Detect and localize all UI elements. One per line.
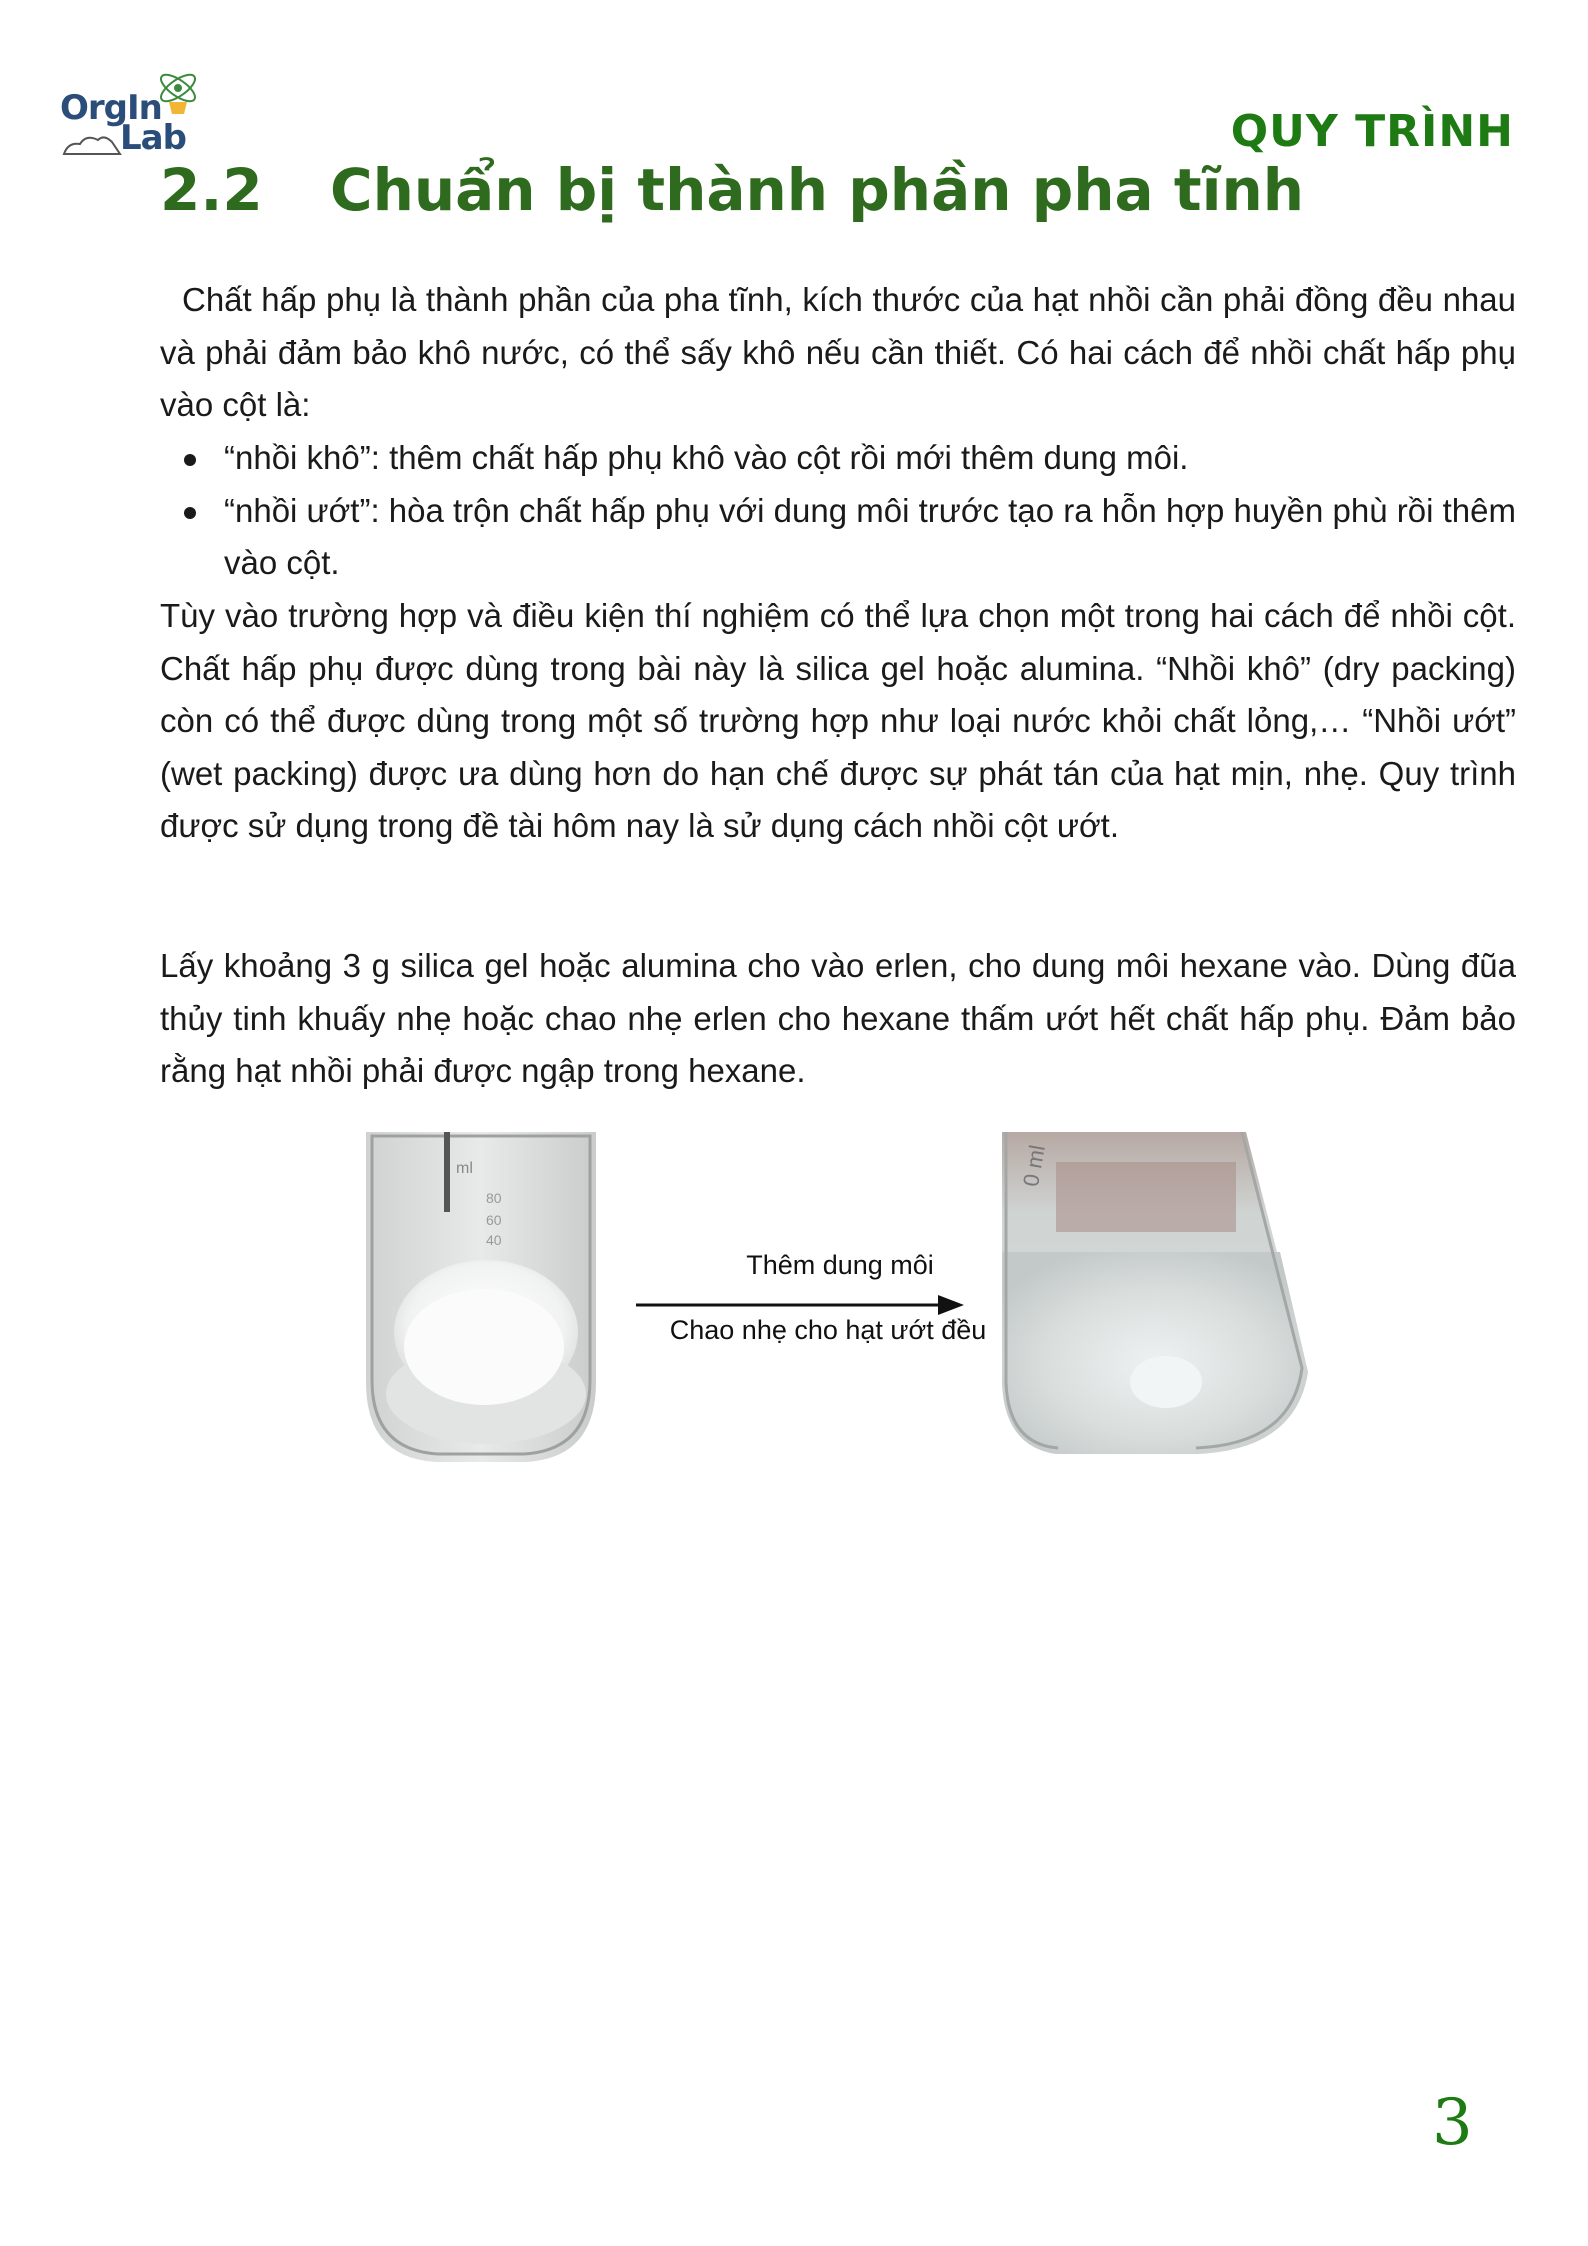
page-number: 3 <box>1432 2086 1473 2160</box>
orginlab-logo <box>56 62 206 157</box>
list-item <box>160 432 1516 485</box>
packing-methods-list <box>160 432 1516 590</box>
arrow-top-label: Thêm dung môi <box>746 1250 934 1280</box>
flask-mark-text: 80 <box>486 1190 502 1206</box>
choice-paragraph: Tùy vào trường hợp và điều kiện thí nghiệm có thể lựa chọn một trong hai cách để nhồi cột. Chất hấp phụ được dùng trong bài này là silica gel hoặc alumina. “Nhồi khô” (dry packing) còn có thể được dùng trong một số trường hợp như loại nước khỏi chất lỏng,… “Nhồi ướt” (wet packing) được ưa dùng hơn do hạn chế được sự phát tán của hạt mịn, nhẹ. Quy trình được sử dụng trong đề tài hôm nay là sử dụng cách nhồi cột ướt. <box>160 597 1516 844</box>
logo-text-orgin: OrgIn <box>60 88 162 128</box>
procedure-paragraph: Lấy khoảng 3 g silica gel hoặc alumina cho vào erlen, cho dung môi hexane vào. Dùng đũa thủy tinh khuấy nhẹ hoặc chao nhẹ erlen cho hexane thấm ướt hết chất hấp phụ. Đảm bảo rằng hạt nhồi phải được ngập trong hexane. <box>160 947 1516 1089</box>
section-tag: QUY TRÌNH <box>1230 106 1514 157</box>
arrow-bottom-label: Chao nhẹ cho hạt ướt đều <box>669 1315 987 1345</box>
section-number: 2.2 <box>160 156 263 224</box>
section-title: Chuẩn bị thành phần pha tĩnh <box>330 156 1305 224</box>
intro-paragraph: Chất hấp phụ là thành phần của pha tĩnh, kích thước của hạt nhồi cần phải đồng đều nhau và phải đảm bảo khô nước, có thể sấy khô nếu cần thiết. Có hai cách để nhồi chất hấp phụ vào cột là: <box>160 281 1516 423</box>
logo-text-lab: Lab <box>120 118 186 158</box>
flask-mark-text: ml <box>456 1160 473 1177</box>
list-item-text: “nhồi khô”: thêm chất hấp phụ khô vào cột rồi mới thêm dung môi. <box>224 439 1189 476</box>
bullet-icon <box>184 507 196 519</box>
list-item <box>160 485 1516 590</box>
flask-mark-text: 40 <box>486 1232 502 1248</box>
wet-slurry-flask-photo <box>996 1132 1308 1454</box>
flask-mark-text: 60 <box>486 1212 502 1228</box>
bullet-icon <box>184 454 196 466</box>
packing-figure <box>360 1132 1320 1462</box>
flask-mark-text: 0 ml <box>1018 1143 1050 1189</box>
list-item-text: “nhồi ướt”: hòa trộn chất hấp phụ với dung môi trước tạo ra hỗn hợp huyền phù rồi thêm vào cột. <box>224 491 1516 581</box>
dry-silica-flask-photo <box>366 1132 596 1462</box>
section-heading <box>160 156 1304 224</box>
